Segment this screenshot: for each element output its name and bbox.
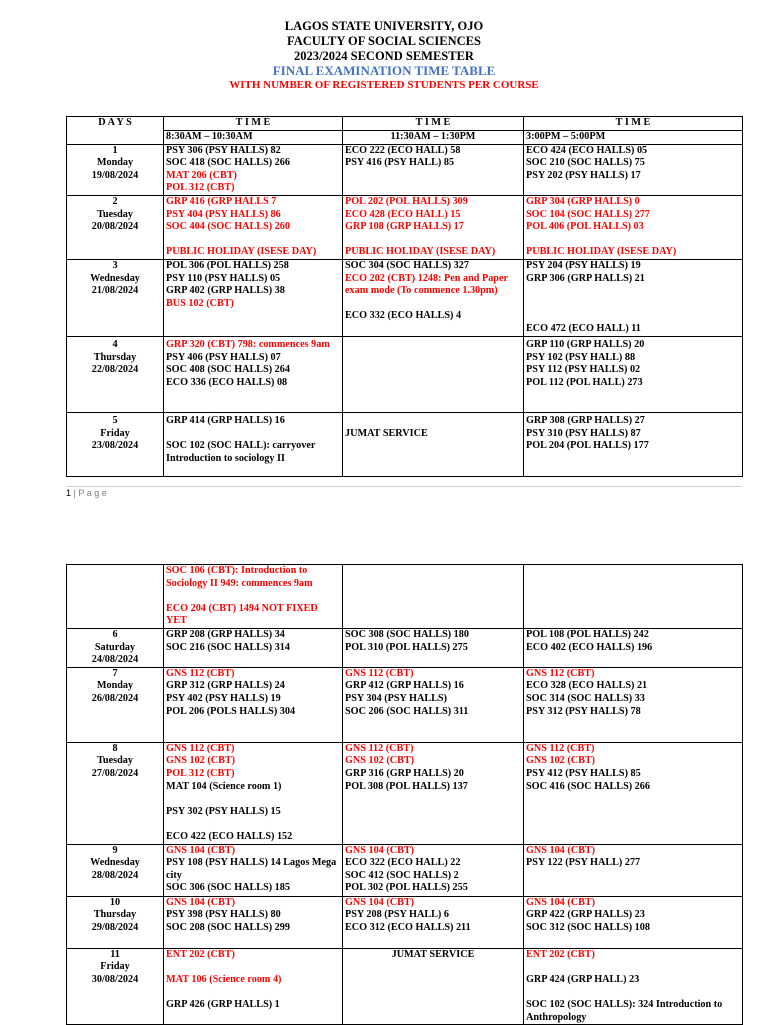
exam-entry: SOC 416 (SOC HALLS) 266 [526, 780, 650, 792]
page-footer [66, 486, 742, 498]
exam-entry: ENT 202 (CBT) [526, 948, 595, 960]
day-date: 28/08/2024 [91, 869, 139, 881]
exam-entry: POL 312 (CBT) [166, 767, 235, 779]
exam-entry: MAT 106 (Science room 4) [166, 973, 282, 985]
day-name: Wednesday [90, 272, 140, 284]
day-cell [67, 336, 164, 412]
day-name: Saturday [94, 641, 136, 653]
exam-entry: GNS 104 (CBT) [166, 896, 236, 908]
cell-spacer [345, 298, 521, 311]
exam-entry: PSY 398 (PSY HALLS) 80 [166, 909, 281, 921]
exam-entry: SOC 412 (SOC HALLS) 2 [345, 869, 459, 881]
exam-entry: GNS 102 (CBT) [345, 755, 415, 767]
day-date: 26/08/2024 [91, 692, 139, 704]
exam-entry: POL 206 (POLS HALLS) 304 [166, 705, 296, 717]
exam-entry: SOC 308 (SOC HALLS) 180 [345, 629, 469, 640]
exam-entry: PSY 310 (PSY HALLS) 87 [526, 427, 641, 439]
slot-cell [524, 844, 743, 896]
exam-entry: ECO 424 (ECO HALLS) 05 [526, 144, 648, 156]
table-row [67, 336, 743, 412]
exam-entry: PSY 416 (PSY HALL) 85 [345, 157, 455, 169]
timetable-page-2 [66, 564, 743, 1025]
exam-entry: ECO 428 (ECO HALL) 15 [345, 208, 461, 220]
slot-cell [524, 896, 743, 948]
day-num: 2 [112, 195, 118, 207]
day-num: 11 [110, 948, 120, 960]
exam-entry: GNS 112 (CBT) [526, 742, 595, 754]
table-row [67, 565, 743, 629]
slot-cell [164, 742, 343, 844]
day-date: 24/08/2024 [91, 654, 139, 666]
table-row [67, 629, 743, 668]
day-cell [67, 259, 164, 336]
slot-header-midday: 11:30AM – 1:30PM [343, 131, 524, 145]
exam-entry: PSY 208 (PSY HALL) 6 [345, 909, 449, 921]
day-date: 30/08/2024 [91, 973, 139, 985]
exam-entry: GRP 416 (GRP HALLS 7 [166, 195, 277, 207]
slot-cell [343, 948, 524, 1025]
slot-cell [524, 412, 743, 476]
slot-header-morning: 8:30AM – 10:30AM [164, 131, 343, 145]
time-header-3: T I M E [524, 117, 743, 131]
exam-entry: PSY 404 (PSY HALLS) 86 [166, 208, 281, 220]
exam-entry: POL 302 (POL HALLS) 255 [345, 882, 468, 894]
exam-entry: PSY 108 (PSY HALLS) 14 Lagos Mega city [166, 857, 337, 881]
exam-entry: SOC 304 (SOC HALLS) 327 [345, 259, 469, 271]
cell-spacer [166, 986, 340, 999]
exam-entry: JUMAT SERVICE [391, 948, 475, 960]
cell-spacer [166, 961, 340, 974]
day-cell [67, 565, 164, 629]
slot-cell [164, 565, 343, 629]
slot-cell [524, 948, 743, 1025]
exam-entry: PSY 406 (PSY HALLS) 07 [166, 351, 281, 363]
cell-spacer [166, 428, 340, 441]
exam-entry: MAT 206 (CBT) [166, 169, 237, 181]
timetable-page-1 [66, 116, 743, 477]
slot-cell [164, 948, 343, 1025]
day-name: Friday [100, 427, 130, 439]
cell-spacer [166, 818, 340, 831]
exam-entry: ECO 422 (ECO HALLS) 152 [166, 830, 293, 842]
faculty-name: FACULTY OF SOCIAL SCIENCES [287, 34, 481, 48]
exam-entry: GRP 402 (GRP HALLS) 38 [166, 285, 285, 297]
exam-entry: GNS 112 (CBT) [345, 667, 414, 679]
exam-entry: SOC 408 (SOC HALLS) 264 [166, 364, 290, 376]
slot-cell [343, 412, 524, 476]
day-cell [67, 667, 164, 742]
exam-entry: POL 108 (POL HALLS) 242 [526, 629, 649, 640]
exam-entry: SOC 104 (SOC HALLS) 277 [526, 208, 650, 220]
slot-cell [164, 412, 343, 476]
slot-header-afternoon: 3:00PM – 5:00PM [524, 131, 743, 145]
day-num: 6 [112, 629, 118, 640]
cell-spacer [166, 793, 340, 806]
cell-spacer [345, 234, 521, 247]
day-cell [67, 195, 164, 259]
exam-entry: GNS 102 (CBT) [526, 755, 596, 767]
exam-entry: PSY 112 (PSY HALLS) 02 [526, 364, 641, 376]
slot-cell [164, 844, 343, 896]
day-cell [67, 844, 164, 896]
exam-entry: PSY 202 (PSY HALLS) 17 [526, 169, 641, 181]
exam-entry: JUMAT SERVICE [345, 427, 428, 439]
exam-entry: GNS 104 (CBT) [526, 844, 596, 856]
cell-spacer [345, 415, 521, 428]
page-number: 1 [66, 488, 72, 498]
exam-entry: POL 204 (POL HALLS) 177 [526, 440, 649, 452]
day-num: 10 [109, 896, 121, 908]
exam-entry: POL 112 (POL HALL) 273 [526, 376, 643, 388]
table-row [67, 412, 743, 476]
semester-title: 2023/2024 SECOND SEMESTER [294, 49, 474, 63]
exam-entry: PSY 102 (PSY HALL) 88 [526, 351, 636, 363]
cell-spacer [526, 285, 740, 298]
table-row [67, 667, 743, 742]
exam-entry: POL 406 (POL HALLS) 03 [526, 221, 644, 233]
day-cell [67, 948, 164, 1025]
exam-entry: GRP 308 (GRP HALLS) 27 [526, 414, 645, 426]
university-name: LAGOS STATE UNIVERSITY, OJO [284, 19, 484, 33]
time-header-1: T I M E [164, 117, 343, 131]
exam-entry: GRP 412 (GRP HALLS) 16 [345, 680, 464, 692]
exam-entry: ENT 202 (CBT) [166, 948, 235, 960]
table-row [67, 259, 743, 336]
exam-entry: GRP 110 (GRP HALLS) 20 [526, 338, 645, 350]
slot-cell [164, 259, 343, 336]
exam-entry: GNS 112 (CBT) [166, 667, 235, 679]
exam-entry: POL 202 (POL HALLS) 309 [345, 195, 468, 207]
timetable-body-page-2 [67, 565, 743, 1025]
slot-cell [343, 844, 524, 896]
table-row [67, 742, 743, 844]
page-label: | P a g e [73, 488, 107, 498]
day-name: Thursday [93, 351, 137, 363]
slot-cell [164, 629, 343, 668]
exam-entry: ECO 332 (ECO HALLS) 4 [345, 310, 462, 322]
slot-cell [343, 144, 524, 195]
cell-spacer [526, 298, 740, 311]
exam-entry: MAT 104 (Science room 1) [166, 780, 282, 792]
day-name: Tuesday [97, 755, 133, 767]
exam-entry: GRP 304 (GRP HALLS) 0 [526, 195, 640, 207]
exam-entry: GRP 312 (GRP HALLS) 24 [166, 680, 285, 692]
slot-cell [164, 896, 343, 948]
exam-entry: ECO 336 (ECO HALLS) 08 [166, 376, 288, 388]
slot-cell [164, 336, 343, 412]
exam-entry: PUBLIC HOLIDAY (ISESE DAY) [526, 246, 677, 258]
exam-entry: GNS 112 (CBT) [166, 742, 235, 754]
slot-cell [524, 742, 743, 844]
slot-cell [343, 259, 524, 336]
exam-entry: PSY 122 (PSY HALL) 277 [526, 857, 641, 869]
exam-entry: ECO 202 (CBT) 1248: Pen and Paper exam mode (To commence 1.30pm) [345, 272, 508, 297]
exam-entry: BUS 102 (CBT) [166, 297, 234, 309]
cell-spacer [166, 590, 340, 603]
exam-entry: GNS 102 (CBT) [166, 755, 236, 767]
cell-spacer [166, 234, 340, 247]
timetable-subtitle: WITH NUMBER OF REGISTERED STUDENTS PER COURSE [229, 79, 539, 91]
exam-entry: ECO 312 (ECO HALLS) 211 [345, 921, 471, 933]
exam-entry: GRP 422 (GRP HALLS) 23 [526, 909, 645, 921]
exam-entry: GRP 426 (GRP HALLS) 1 [166, 998, 280, 1010]
exam-entry: SOC 102 (SOC HALLS): 324 Introduction to Anthropology [526, 998, 723, 1023]
slot-cell [164, 144, 343, 195]
slot-cell [524, 144, 743, 195]
exam-entry: POL 308 (POL HALLS) 137 [345, 780, 468, 792]
slot-cell [343, 742, 524, 844]
exam-entry: SOC 206 (SOC HALLS) 311 [345, 705, 469, 717]
exam-entry: GRP 306 (GRP HALLS) 21 [526, 272, 645, 284]
cell-spacer [526, 234, 740, 247]
exam-entry: GNS 112 (CBT) [345, 742, 414, 754]
exam-entry: PSY 204 (PSY HALLS) 19 [526, 259, 641, 271]
day-name: Tuesday [97, 208, 133, 220]
exam-entry: GNS 104 (CBT) [345, 844, 415, 856]
cell-spacer [526, 310, 740, 323]
slot-cell [524, 629, 743, 668]
table-row [67, 144, 743, 195]
exam-entry: GRP 424 (GRP HALL) 23 [526, 973, 640, 985]
exam-entry: GRP 320 (CBT) 798: commences 9am [166, 338, 330, 350]
slot-cell [164, 195, 343, 259]
exam-entry: POL 312 (CBT) [166, 182, 235, 194]
day-name: Monday [96, 680, 134, 692]
day-num: 7 [112, 667, 118, 679]
exam-entry: GRP 208 (GRP HALLS) 34 [166, 629, 285, 640]
exam-entry: PSY 302 (PSY HALLS) 15 [166, 805, 281, 817]
exam-entry: ECO 222 (ECO HALL) 58 [345, 144, 461, 156]
exam-entry: PSY 110 (PSY HALLS) 05 [166, 272, 281, 284]
exam-entry: GNS 104 (CBT) [166, 844, 236, 856]
day-name: Friday [100, 961, 130, 973]
exam-entry: SOC 216 (SOC HALLS) 314 [166, 641, 290, 653]
cell-spacer [526, 961, 740, 974]
exam-entry: ECO 402 (ECO HALLS) 196 [526, 641, 653, 653]
day-cell [67, 629, 164, 668]
table-row [67, 844, 743, 896]
table-row [67, 896, 743, 948]
exam-entry: PSY 402 (PSY HALLS) 19 [166, 692, 281, 704]
day-date: 23/08/2024 [91, 440, 139, 452]
day-date: 20/08/2024 [91, 221, 139, 233]
day-num: 8 [112, 742, 118, 754]
exam-entry: PSY 304 (PSY HALLS) [345, 692, 447, 704]
day-date: 21/08/2024 [91, 285, 139, 297]
exam-entry: SOC 102 (SOC HALL): carryover Introduction to sociology II [166, 440, 316, 464]
exam-entry: SOC 106 (CBT): Introduction to Sociology II 949: commences 9am [166, 565, 313, 589]
slot-cell [524, 195, 743, 259]
day-cell [67, 742, 164, 844]
slot-cell [524, 565, 743, 629]
exam-entry: PSY 412 (PSY HALLS) 85 [526, 767, 641, 779]
day-date: 22/08/2024 [91, 364, 139, 376]
day-name: Thursday [93, 909, 137, 921]
slot-cell [524, 336, 743, 412]
day-date: 29/08/2024 [91, 921, 139, 933]
exam-entry: SOC 306 (SOC HALLS) 185 [166, 882, 290, 894]
slot-cell [524, 667, 743, 742]
day-date: 19/08/2024 [91, 169, 139, 181]
exam-entry: PUBLIC HOLIDAY (ISESE DAY) [166, 246, 317, 258]
exam-entry: SOC 404 (SOC HALLS) 260 [166, 221, 290, 233]
day-cell [67, 896, 164, 948]
slot-cell [343, 336, 524, 412]
exam-entry: SOC 210 (SOC HALLS) 75 [526, 157, 645, 169]
day-name: Wednesday [90, 857, 140, 869]
exam-entry: SOC 314 (SOC HALLS) 33 [526, 692, 645, 704]
exam-entry: GRP 108 (GRP HALLS) 17 [345, 221, 464, 233]
days-header: D A Y S [67, 117, 164, 145]
exam-entry: ECO 328 (ECO HALLS) 21 [526, 680, 648, 692]
day-cell [67, 412, 164, 476]
slot-cell [343, 195, 524, 259]
day-num: 5 [112, 414, 118, 426]
slot-cell [524, 259, 743, 336]
slot-cell [343, 629, 524, 668]
day-name: Monday [96, 157, 134, 169]
exam-entry: PUBLIC HOLIDAY (ISESE DAY) [345, 246, 496, 258]
table-row [67, 948, 743, 1025]
timetable-title: FINAL EXAMINATION TIME TABLE [272, 63, 496, 78]
day-num: 4 [112, 338, 118, 350]
exam-entry: ECO 472 (ECO HALL) 11 [526, 322, 641, 334]
day-date: 27/08/2024 [91, 767, 139, 779]
exam-entry: SOC 208 (SOC HALLS) 299 [166, 921, 290, 933]
time-header-2: T I M E [343, 117, 524, 131]
table-row [67, 195, 743, 259]
exam-entry: GNS 104 (CBT) [345, 896, 415, 908]
exam-entry: PSY 306 (PSY HALLS) 82 [166, 144, 281, 156]
timetable-body-page-1 [67, 144, 743, 476]
exam-entry: ECO 204 (CBT) 1494 NOT FIXED YET [166, 602, 318, 627]
exam-entry: GRP 414 (GRP HALLS) 16 [166, 414, 285, 426]
exam-entry: SOC 312 (SOC HALLS) 108 [526, 921, 650, 933]
slot-cell [343, 565, 524, 629]
exam-entry: GNS 104 (CBT) [526, 896, 596, 908]
exam-entry: GNS 112 (CBT) [526, 667, 595, 679]
exam-entry: ECO 322 (ECO HALL) 22 [345, 857, 461, 869]
slot-cell [343, 667, 524, 742]
exam-entry: GRP 316 (GRP HALLS) 20 [345, 767, 464, 779]
exam-entry: POL 310 (POL HALLS) 275 [345, 641, 468, 653]
exam-entry: PSY 312 (PSY HALLS) 78 [526, 705, 641, 717]
day-cell [67, 144, 164, 195]
exam-entry: SOC 418 (SOC HALLS) 266 [166, 157, 290, 169]
cell-spacer [526, 986, 740, 999]
day-num: 1 [112, 144, 118, 156]
slot-cell [343, 896, 524, 948]
exam-entry: POL 306 (POL HALLS) 258 [166, 259, 289, 271]
day-num: 9 [112, 844, 118, 856]
day-num: 3 [112, 259, 118, 271]
slot-cell [164, 667, 343, 742]
